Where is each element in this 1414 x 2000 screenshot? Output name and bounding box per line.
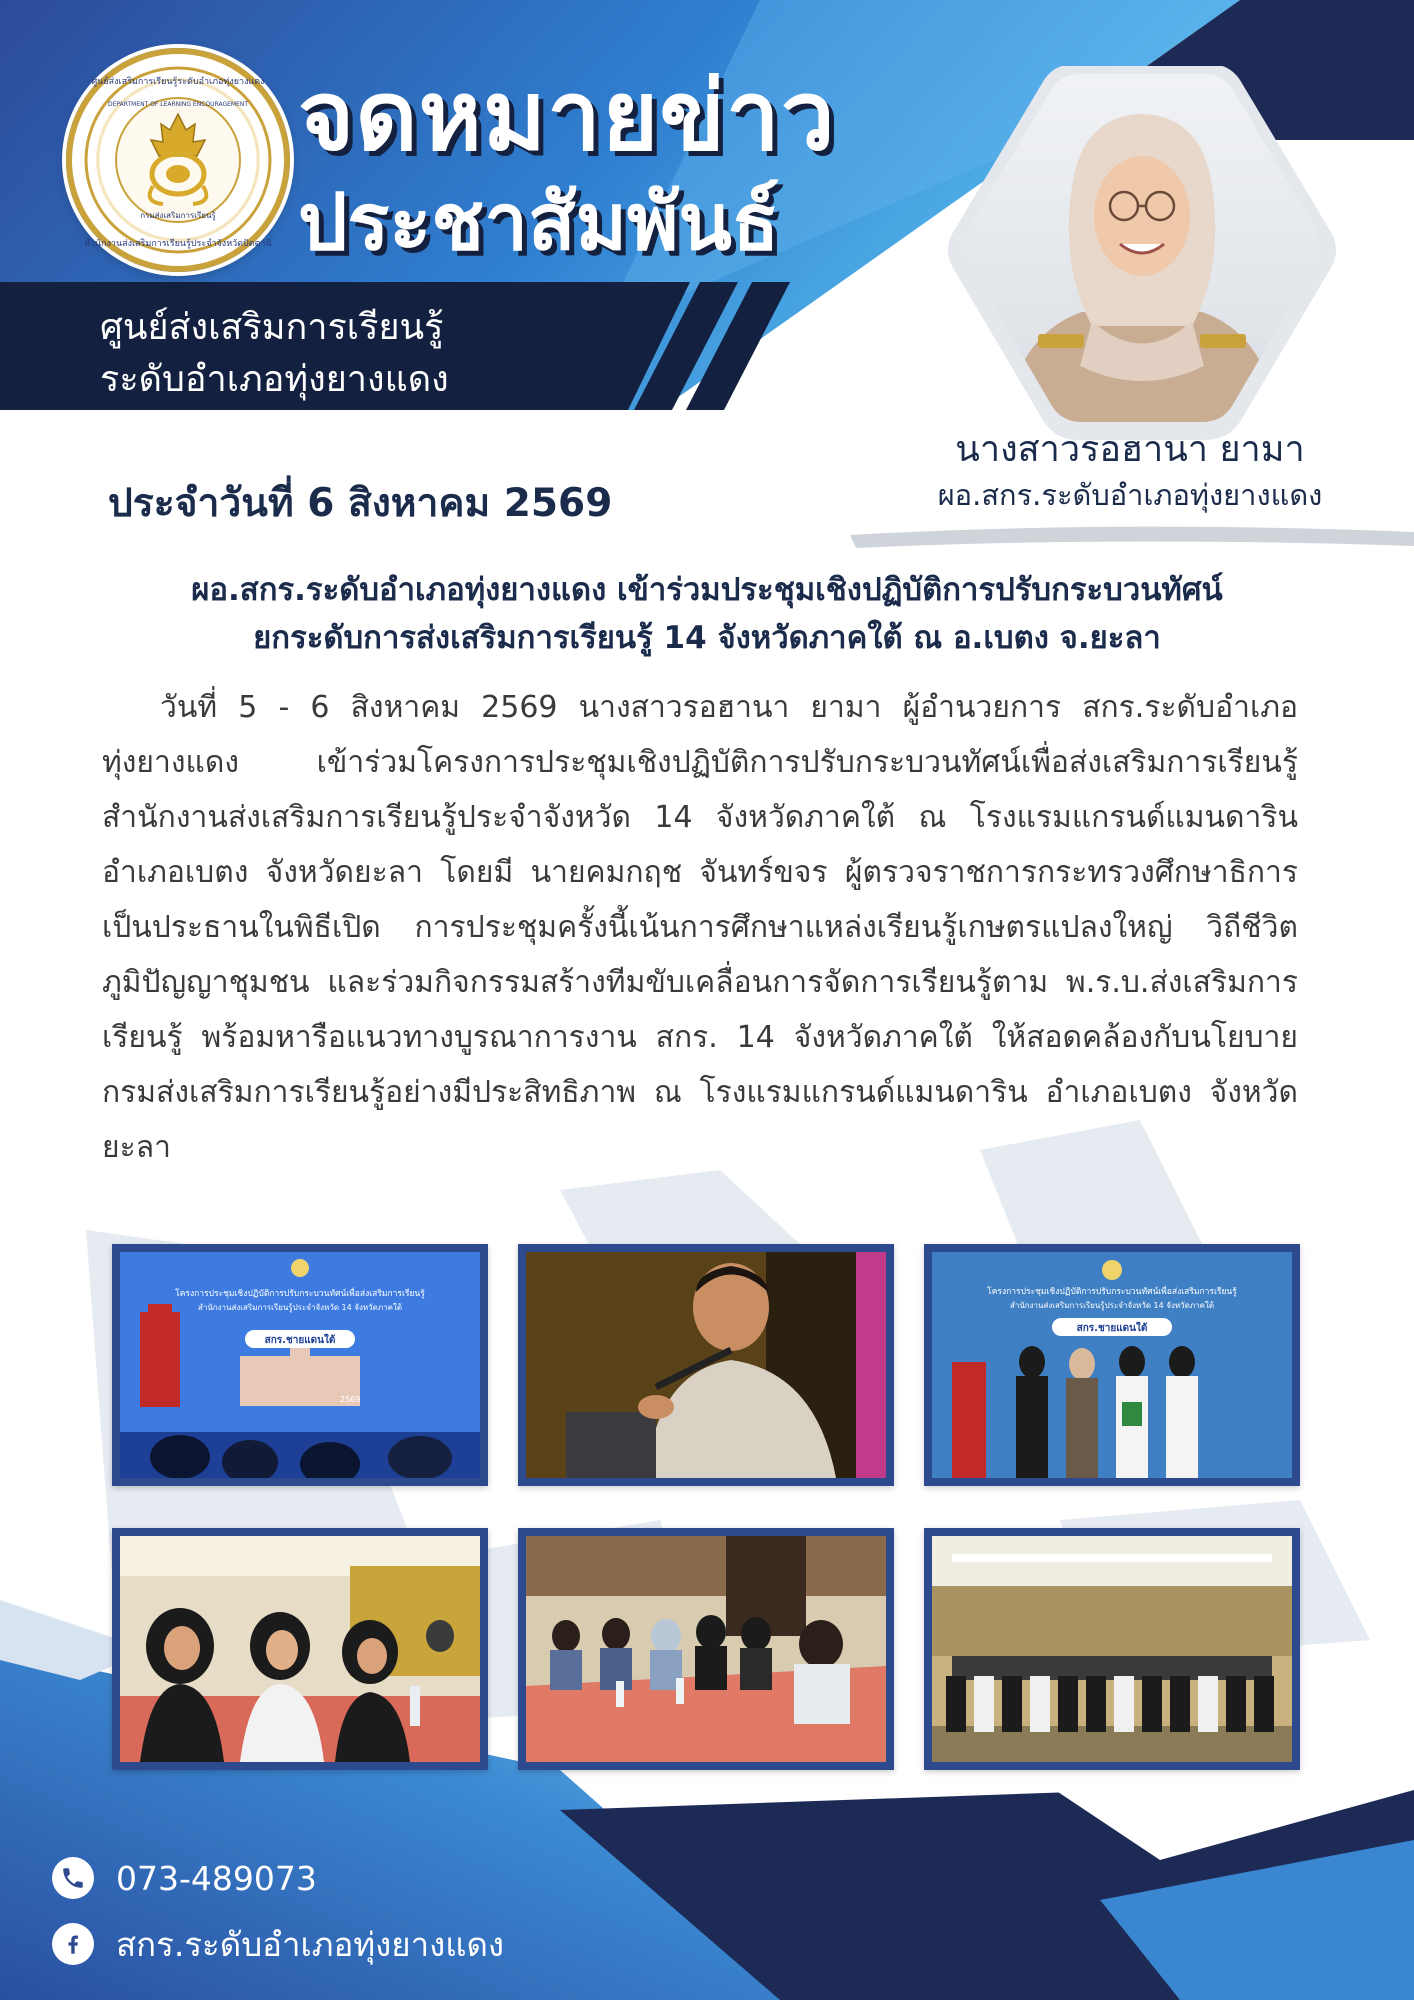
director-portrait (942, 66, 1342, 440)
headline-line1: ผอ.สกร.ระดับอำเภอทุ่งยางแดง เข้าร่วมประชุมเชิงปฏิบัติการปรับกระบวนทัศน์ (191, 572, 1223, 608)
seal-inner-text: กรมส่งเสริมการเรียนรู้ (140, 211, 216, 220)
seal-top-text: ศูนย์ส่งเสริมการเรียนรู้ระดับอำเภอทุ่งยางแดง (91, 77, 265, 87)
photo-participants-table (518, 1528, 894, 1770)
seal-english-text: DEPARTMENT OF LEARNING ENCOURAGEMENT (107, 101, 249, 108)
photo-group-banner (924, 1244, 1300, 1486)
news-headline (90, 566, 1324, 662)
department-seal-logo (66, 48, 290, 272)
photo1-banner-tag: สกร.ชายแดนใต้ (264, 1335, 336, 1346)
photo1-banner-year: 2569 (340, 1395, 361, 1404)
photo3-banner-line1: โครงการประชุมเชิงปฏิบัติการปรับกระบวนทัศน์เพื่อส่งเสริมการเรียนรู้ (987, 1287, 1237, 1297)
speaker-photo (526, 1252, 886, 1478)
event-screen-photo (120, 1252, 480, 1478)
group-at-banner-photo (932, 1252, 1292, 1478)
newsletter-title: จดหมายข่าว (298, 60, 836, 172)
contact-phone (52, 1856, 317, 1900)
office-name-line1: ศูนย์ส่งเสริมการเรียนรู้ (100, 307, 444, 348)
photo-event-screen (112, 1244, 488, 1486)
photo3-banner-line2: สำนักงานส่งเสริมการเรียนรู้ประจำจังหวัด 14 จังหวัดภาคใต้ (1009, 1301, 1215, 1310)
participants-table-photo (526, 1536, 886, 1762)
seal-bottom-text: สำนักงานส่งเสริมการเรียนรู้ประจำจังหวัดปัตตานี (84, 239, 272, 249)
photo3-banner-tag: สกร.ชายแดนใต้ (1076, 1323, 1148, 1334)
photo1-banner-line1: โครงการประชุมเชิงปฏิบัติการปรับกระบวนทัศน์เพื่อส่งเสริมการเรียนรู้ (175, 1289, 425, 1299)
director-name: นางสาวรอฮานา ยามา (955, 429, 1305, 470)
news-body: วันที่ 5 - 6 สิงหาคม 2569 นางสาวรอฮานา ยามา ผู้อำนวยการ สกร.ระดับอำเภอทุ่งยางแดง เข้าร่วมโครงการประชุมเชิงปฏิบัติการปรับกระบวนทัศน์เพื่อส่งเสริมการเรียนรู้ สำนักงานส่งเสริมการเรียนรู้ประจำจังหวัด 14 จังหวัดภาคใต้ ณ โรงแรมแกรนด์แมนดาริน อำเภอเบตง จังหวัดยะลา โดยมี นายคมกฤช จันทร์ขจร ผู้ตรวจราชการกระทรวงศึกษาธิการ เป็นประธานในพิธีเปิด การประชุมครั้งนี้เน้นการศึกษาแหล่งเรียนรู้เกษตรแปลงใหญ่ วิถีชีวิตภูมิปัญญาชุมชน และร่วมกิจกรรมสร้างทีมขับเคลื่อนการจัดการเรียนรู้ตาม พ.ร.บ.ส่งเสริมการเรียนรู้ พร้อมหารือแนวทางบูรณาการงาน สกร. 14 จังหวัดภาคใต้ ให้สอดคล้องกับนโยบายกรมส่งเสริมการเรียนรู้อย่างมีประสิทธิภาพ ณ โรงแรมแกรนด์แมนดาริน อำเภอเบตง จังหวัดยะลา (102, 690, 1298, 1165)
department-seal-icon (133, 110, 223, 210)
photo-group-hall (924, 1528, 1300, 1770)
contact-facebook (52, 1922, 504, 1966)
photo1-banner-line2: สำนักงานส่งเสริมการเรียนรู้ประจำจังหวัด 14 จังหวัดภาคใต้ (197, 1303, 403, 1312)
photo-participants-seated (112, 1528, 488, 1770)
director-position: ผอ.สกร.ระดับอำเภอทุ่งยางแดง (937, 478, 1323, 512)
issue-date: ประจำวันที่ 6 สิงหาคม 2569 (108, 481, 613, 526)
participants-seated-photo (120, 1536, 480, 1762)
newsletter-subtitle: ประชาสัมพันธ์ (298, 178, 780, 268)
headline-line2: ยกระดับการส่งเสริมการเรียนรู้ 14 จังหวัดภาคใต้ ณ อ.เบตง จ.ยะลา (253, 620, 1161, 656)
phone-icon (52, 1857, 94, 1899)
facebook-icon (52, 1923, 94, 1965)
phone-number[interactable]: 073-489073 (116, 1858, 317, 1898)
group-photo-hall (932, 1536, 1292, 1762)
photo-speaker (518, 1244, 894, 1486)
office-name-line2: ระดับอำเภอทุ่งยางแดง (100, 359, 449, 400)
facebook-page-name[interactable]: สกร.ระดับอำเภอทุ่งยางแดง (116, 1924, 505, 1964)
